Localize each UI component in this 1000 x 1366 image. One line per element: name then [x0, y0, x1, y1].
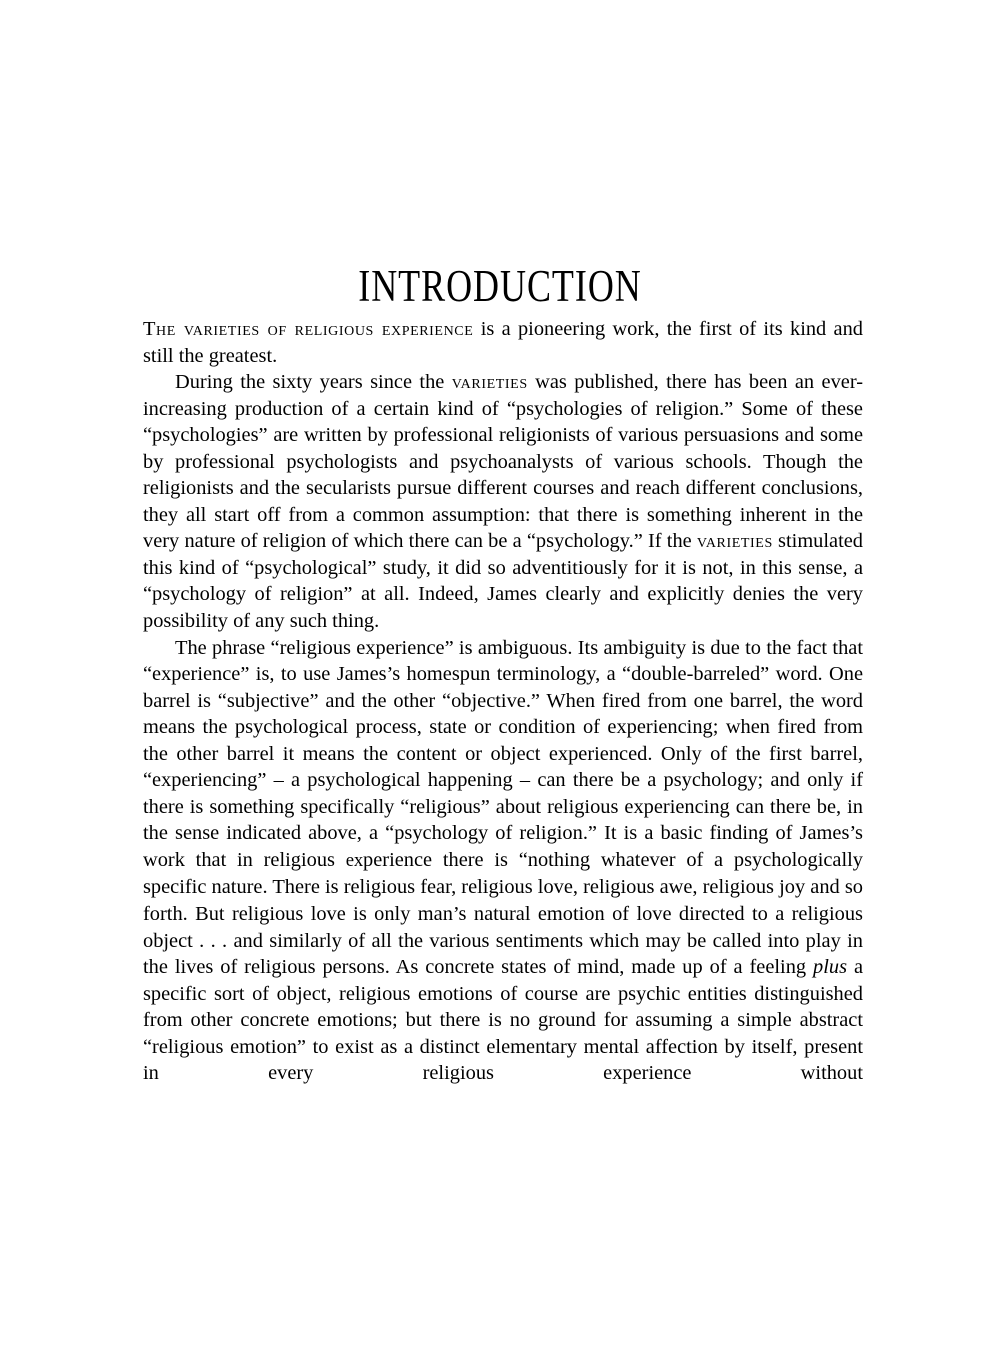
paragraph-1: [143, 316, 863, 369]
paragraph-3: [143, 635, 863, 1114]
smallcaps-varieties-first: varieties: [451, 371, 528, 394]
paragraph-1-text: is a pioneering work, the first of its kind and still the greatest.: [143, 318, 863, 367]
page-title: INTRODUCTION: [358, 261, 642, 312]
body-text-block: [143, 316, 863, 1113]
opening-smallcaps-phrase: The varieties of religious experience: [143, 318, 474, 340]
paragraph-2-segment-2: was published, there has been an ever-increasing production of a certain kind of “psychologies of religion.” Some of these “psychologies” are written by professional religionists of various persuasions and some by professional psychologists and psychoanalysts of various schools. Though the religionists and the secularists pursue different courses and reach different conclusions, they all start off from a common assumption: that there is something inherent in the very nature of religion of which there can be a “psychology.” If the: [143, 371, 863, 553]
scan-artifact-glyphs: ex: [345, 849, 364, 871]
italic-word-plus: plus: [813, 956, 848, 979]
paragraph-3-segment-1: The phrase “religious experience” is ambiguous. Its ambiguity is due to the fact that “experience” is, to use James’s homespun terminology, a “double-barreled” word. One barrel is “subjective” and the other “objective.” When fired from one barrel, the word means the psychological process, state or condition of experiencing; when fired from the other barrel it means the content or object experienced. Only of the first barrel, “experiencing” – a psychological happening – can there be a psychology; and only if there is something specifically “religious” about religious experiencing can there be, in the sense indicated above, a “psychology of religion.” It is a basic finding of James’s work that in religious: [143, 636, 863, 871]
paragraph-3-segment-3: a specific sort of object, religious emotions of course are psychic entities distinguished from other concrete emotions; but there is no ground for assuming a simple abstract “religious emotion” to exist as a distinct elementary mental affection by itself, present in every religious experience without: [143, 956, 864, 1085]
paragraph-3-segment-2: perience there is “nothing whatever of a psychologically specific nature. There is religious fear, religious love, religious awe, religious joy and so forth. But religious love is only man’s natural emotion of love directed to a religious object . . . and similarly of all the various sentiments which may be called into play in the lives of religious persons. As concrete states of mind, made up of a feeling: [143, 848, 863, 979]
paragraph-2-segment-1: During the sixty years since the: [175, 371, 452, 394]
smallcaps-varieties-second: varieties: [696, 530, 773, 553]
paragraph-2: [143, 369, 863, 634]
paragraph-2-segment-3: stimulated this kind of “psychological” study, it did so adventitiously for it is not, in this sense, a “psychology of religion” at all. Indeed, James clearly and explicitly denies the very possibility of any such thing.: [143, 530, 864, 633]
